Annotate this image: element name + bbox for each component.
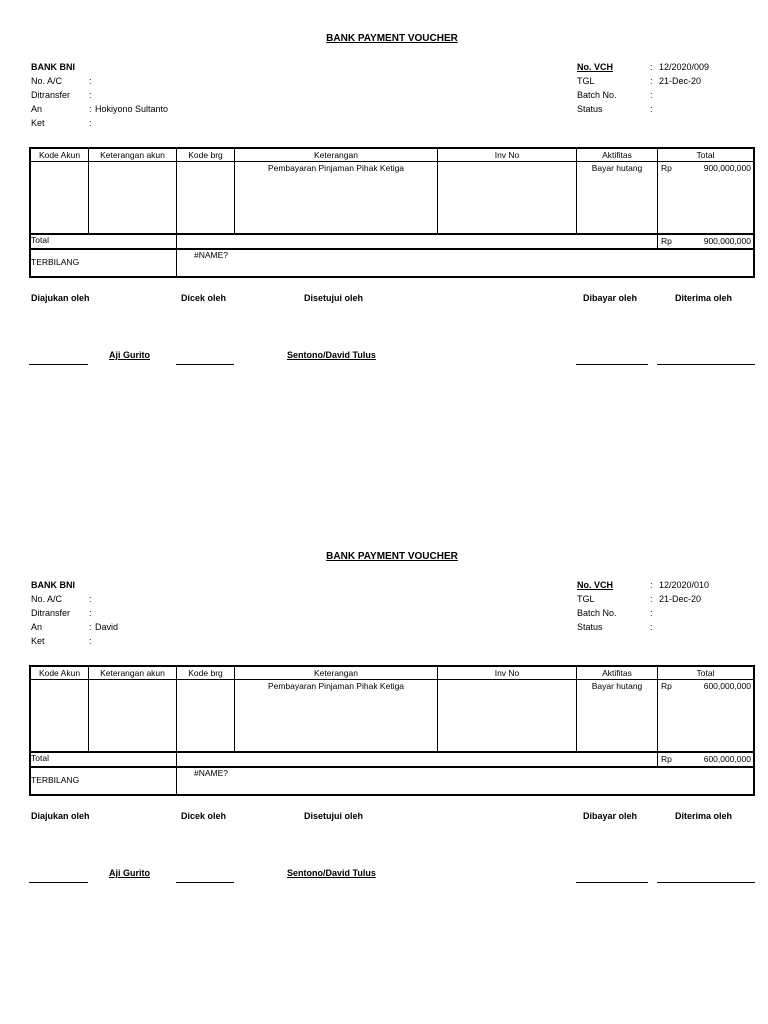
terbilang-value: #NAME? xyxy=(194,250,229,260)
row-aktifitas: Bayar hutang xyxy=(591,163,643,173)
voucher xyxy=(0,518,768,898)
column-header-keterangan-akun: Keterangan akun xyxy=(100,668,165,678)
field-label-ket: Ket xyxy=(31,636,45,646)
column-header-aktifitas: Aktifitas xyxy=(602,668,632,678)
row-keterangan: Pembayaran Pinjaman Pihak Ketiga xyxy=(267,681,405,691)
signature-line-diajukan xyxy=(29,364,88,365)
table-body-divider xyxy=(29,233,755,235)
field-label-tgl: TGL xyxy=(577,594,595,604)
voucher-title: BANK PAYMENT VOUCHER xyxy=(326,33,458,44)
field-value-tgl: 21-Dec-20 xyxy=(659,76,702,86)
signer-checked-by: Aji Gurito xyxy=(109,868,150,878)
field-value-no-vch: 12/2020/009 xyxy=(659,62,710,72)
total-currency: Rp xyxy=(661,754,672,764)
signer-checked-by: Aji Gurito xyxy=(109,350,150,360)
column-header-keterangan-akun: Keterangan akun xyxy=(100,150,165,160)
field-colon: : xyxy=(89,76,92,86)
field-label-batch-no: Batch No. xyxy=(577,90,617,100)
table-border-right xyxy=(753,147,755,278)
terbilang-label: TERBILANG xyxy=(31,257,80,267)
total-amount: 600,000,000 xyxy=(703,754,751,764)
field-colon: : xyxy=(89,608,92,618)
terbilang-label: TERBILANG xyxy=(31,775,80,785)
column-divider xyxy=(657,665,658,768)
signature-label-diajukan: Diajukan oleh xyxy=(31,293,90,303)
field-label-an: An xyxy=(31,104,43,114)
column-header-keterangan: Keterangan xyxy=(314,150,358,160)
total-amount: 900,000,000 xyxy=(703,236,751,246)
column-header-inv-no: Inv No xyxy=(494,150,520,160)
table-border-bottom xyxy=(29,794,755,796)
field-label-ditransfer: Ditransfer xyxy=(31,608,71,618)
voucher-table xyxy=(29,665,755,796)
signature-line-diterima xyxy=(657,364,755,365)
column-header-kode-brg: Kode brg xyxy=(188,668,223,678)
column-header-kode-brg: Kode brg xyxy=(188,150,223,160)
column-header-keterangan: Keterangan xyxy=(314,668,358,678)
signature-line-dibayar xyxy=(576,364,648,365)
table-header-divider xyxy=(29,161,755,162)
table-header-divider xyxy=(29,679,755,680)
field-colon: : xyxy=(89,636,92,646)
signature-label-dicek: Dicek oleh xyxy=(181,811,227,821)
field-value-tgl: 21-Dec-20 xyxy=(659,594,702,604)
voucher xyxy=(0,0,768,380)
signature-label-dibayar: Dibayar oleh xyxy=(583,811,638,821)
field-colon: : xyxy=(650,608,653,618)
field-label-an: An xyxy=(31,622,43,632)
voucher-title: BANK PAYMENT VOUCHER xyxy=(326,551,458,562)
column-header-inv-no: Inv No xyxy=(494,668,520,678)
field-colon: : xyxy=(650,580,653,590)
signature-label-dicek: Dicek oleh xyxy=(181,293,227,303)
signature-line-dicek xyxy=(176,364,234,365)
signature-line-diajukan xyxy=(29,882,88,883)
signature-label-diterima: Diterima oleh xyxy=(675,811,733,821)
signature-label-disetujui: Disetujui oleh xyxy=(304,811,364,821)
table-total-divider xyxy=(29,248,755,250)
field-label-status: Status xyxy=(577,104,603,114)
total-label: Total xyxy=(31,235,49,245)
field-label-ditransfer: Ditransfer xyxy=(31,90,71,100)
column-header-total: Total xyxy=(696,668,715,678)
field-colon: : xyxy=(650,594,653,604)
signer-approved-by: Sentono/David Tulus xyxy=(287,868,376,878)
table-border-bottom xyxy=(29,276,755,278)
column-header-kode-akun: Kode Akun xyxy=(38,150,81,160)
column-divider xyxy=(176,147,177,278)
column-header-kode-akun: Kode Akun xyxy=(38,668,81,678)
field-value-an: Hokiyono Sultanto xyxy=(95,104,169,114)
field-label-no-ac: No. A/C xyxy=(31,76,63,86)
field-colon: : xyxy=(650,90,653,100)
total-label: Total xyxy=(31,753,49,763)
signature-line-diterima xyxy=(657,882,755,883)
column-divider xyxy=(657,147,658,250)
column-header-aktifitas: Aktifitas xyxy=(602,150,632,160)
table-body-divider xyxy=(29,751,755,753)
row-keterangan: Pembayaran Pinjaman Pihak Ketiga xyxy=(267,163,405,173)
table-border-right xyxy=(753,665,755,796)
signature-label-dibayar: Dibayar oleh xyxy=(583,293,638,303)
signature-label-diajukan: Diajukan oleh xyxy=(31,811,90,821)
field-colon: : xyxy=(89,90,92,100)
voucher-table xyxy=(29,147,755,278)
field-label-ket: Ket xyxy=(31,118,45,128)
row-aktifitas: Bayar hutang xyxy=(591,681,643,691)
signature-label-disetujui: Disetujui oleh xyxy=(304,293,364,303)
field-label-no-ac: No. A/C xyxy=(31,594,63,604)
bank-name: BANK BNI xyxy=(31,580,75,590)
field-value-no-vch: 12/2020/010 xyxy=(659,580,710,590)
field-colon: : xyxy=(89,622,92,632)
field-label-batch-no: Batch No. xyxy=(577,608,617,618)
column-divider xyxy=(176,665,177,796)
field-colon: : xyxy=(89,594,92,604)
column-header-total: Total xyxy=(696,150,715,160)
field-colon: : xyxy=(89,118,92,128)
field-colon: : xyxy=(650,76,653,86)
row-currency: Rp xyxy=(661,681,672,691)
row-currency: Rp xyxy=(661,163,672,173)
field-label-no-vch: No. VCH xyxy=(577,580,613,590)
field-colon: : xyxy=(650,62,653,72)
field-colon: : xyxy=(650,622,653,632)
field-colon: : xyxy=(89,104,92,114)
row-amount: 600,000,000 xyxy=(703,681,751,691)
field-label-tgl: TGL xyxy=(577,76,595,86)
signature-label-diterima: Diterima oleh xyxy=(675,293,733,303)
field-label-status: Status xyxy=(577,622,603,632)
field-label-no-vch: No. VCH xyxy=(577,62,613,72)
terbilang-value: #NAME? xyxy=(194,768,229,778)
field-colon: : xyxy=(650,104,653,114)
bank-name: BANK BNI xyxy=(31,62,75,72)
signature-line-dibayar xyxy=(576,882,648,883)
signer-approved-by: Sentono/David Tulus xyxy=(287,350,376,360)
row-amount: 900,000,000 xyxy=(703,163,751,173)
field-value-an: David xyxy=(95,622,119,632)
table-total-divider xyxy=(29,766,755,768)
total-currency: Rp xyxy=(661,236,672,246)
signature-line-dicek xyxy=(176,882,234,883)
